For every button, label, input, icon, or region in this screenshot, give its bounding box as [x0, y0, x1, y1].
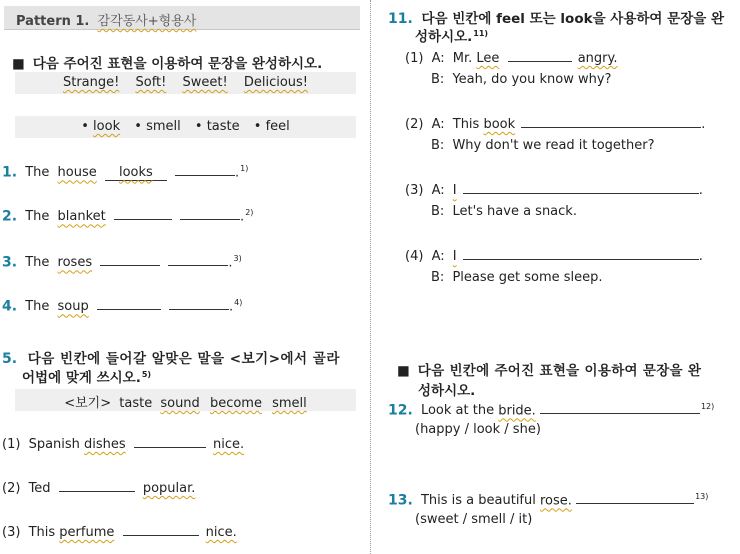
- question-11-text: 다음 빈칸에 feel 또는 look을 사용하여 문장을 완: [421, 11, 725, 27]
- verbs-list: [15, 119, 356, 134]
- question-number: 5.: [2, 351, 18, 367]
- sentence-start: Look at the: [420, 403, 495, 419]
- expression-item: Strange!: [62, 75, 120, 90]
- question-5-item-1: [2, 436, 244, 452]
- answer-blank[interactable]: [123, 524, 199, 536]
- question-5-line2: [22, 366, 151, 386]
- square-bullet-icon: ■: [397, 363, 410, 379]
- answer-blank[interactable]: [97, 298, 161, 310]
- answer-blank[interactable]: [576, 492, 694, 504]
- question-11-text-cont: 성하시오.: [415, 29, 473, 45]
- expression-item: Soft!: [135, 75, 167, 90]
- dialogue-1-a: [405, 50, 617, 66]
- answer-blank[interactable]: [59, 480, 135, 492]
- line-text: Why don't we read it together?: [452, 138, 655, 153]
- verb-item: look: [93, 119, 121, 134]
- footnote-ref: 11): [473, 28, 489, 38]
- line-name: Lee: [476, 51, 500, 66]
- question-4: 4. The soup .$^{4)}$: [2, 298, 243, 315]
- answer-blank[interactable]: [168, 254, 228, 266]
- speaker-a: A:: [431, 183, 445, 198]
- line-name: I: [452, 183, 457, 198]
- line-end: .: [698, 183, 703, 198]
- line-text: This: [452, 117, 480, 132]
- dialogue-3-a: [405, 182, 703, 198]
- question-11-line2: [415, 25, 488, 45]
- item-number: (3): [2, 525, 21, 540]
- question-number: 13.: [388, 492, 413, 509]
- sentence-noun: dishes: [84, 437, 126, 452]
- sentence-start: The: [25, 299, 50, 315]
- sentence-start: This: [28, 525, 56, 540]
- item-number: (4): [405, 249, 424, 264]
- sentence-word: rose.: [540, 493, 572, 509]
- question-13-hint: [415, 512, 532, 527]
- answer-blank[interactable]: [463, 182, 699, 194]
- sentence-start: Ted: [28, 481, 51, 496]
- dialogue-2-b: [431, 138, 655, 153]
- sentence-start: The: [25, 255, 50, 271]
- line-text: Mr.: [452, 51, 473, 66]
- question-5-line1: [2, 347, 340, 367]
- expression-item: Delicious!: [243, 75, 309, 90]
- example-label: <보기>: [64, 396, 112, 411]
- question-number: 4.: [2, 298, 18, 315]
- footnote-ref: 5): [141, 369, 152, 379]
- sentence-noun: soup: [57, 299, 89, 315]
- sentence-word: bride.: [498, 403, 536, 419]
- dialogue-2-a: [405, 116, 705, 132]
- speaker-a: A:: [431, 51, 445, 66]
- sentence-start: This is a beautiful: [420, 493, 536, 509]
- speaker-b: B:: [431, 138, 445, 153]
- answer-blank[interactable]: [134, 436, 206, 448]
- example-words: [15, 392, 356, 411]
- section2-instruction-cont: 성하시오.: [418, 383, 476, 399]
- dot-bullet-icon: •: [134, 119, 142, 134]
- answer-blank[interactable]: [521, 116, 701, 128]
- sentence-start: The: [25, 209, 50, 225]
- dialogue-4-a: [405, 248, 703, 264]
- pattern-title: [16, 10, 196, 29]
- question-5-text: 다음 빈칸에 들어갈 알맞은 말을 <보기>에서 골라: [27, 351, 340, 367]
- question-number: 11.: [388, 11, 413, 27]
- speaker-a: A:: [431, 117, 445, 132]
- line-name: book: [483, 117, 516, 132]
- example-word: become: [209, 396, 262, 411]
- sentence-start: The: [25, 165, 50, 181]
- line-end: .: [701, 117, 706, 132]
- answer-filled[interactable]: [105, 165, 167, 181]
- expression-item: Sweet!: [182, 75, 228, 90]
- pattern-name: 감각동사+형용사: [97, 14, 197, 29]
- line-text: Yeah, do you know why?: [452, 72, 612, 87]
- item-number: (3): [405, 183, 424, 198]
- answer-blank[interactable]: [540, 402, 700, 414]
- footnote-ref: 1): [240, 164, 249, 173]
- hint-text: (happy / look / she): [415, 422, 541, 437]
- verb-item: taste: [206, 119, 240, 134]
- question-number: 3.: [2, 254, 18, 271]
- speaker-b: B:: [431, 270, 445, 285]
- answer-blank[interactable]: [175, 164, 235, 176]
- expressions-list: [15, 75, 356, 90]
- sentence-noun: blanket: [57, 209, 106, 225]
- sentence-end: nice.: [212, 437, 245, 452]
- footnote-ref: 4): [234, 298, 243, 307]
- question-number: 1.: [2, 164, 18, 181]
- question-number: 2.: [2, 208, 18, 225]
- question-12: [388, 402, 714, 418]
- pattern-label: Pattern 1.: [16, 14, 90, 29]
- question-11-line1: [388, 7, 724, 27]
- question-5-text-cont: 어법에 맞게 쓰시오.: [22, 370, 141, 386]
- example-word: taste: [119, 396, 153, 411]
- column-divider: [370, 0, 371, 554]
- answer-blank[interactable]: [508, 50, 572, 62]
- question-5-item-2: [2, 480, 195, 496]
- question-2: 2. The blanket .$^{2)}$: [2, 208, 254, 225]
- question-3: 3. The roses .$^{3)}$: [2, 254, 242, 271]
- footnote-ref: 2): [245, 208, 254, 217]
- verb-item: feel: [265, 119, 290, 134]
- answer-blank[interactable]: [169, 298, 229, 310]
- question-12-hint: [415, 422, 541, 437]
- sentence-noun: roses: [57, 255, 93, 271]
- question-1: 1. The house looks .$^{1)}$: [2, 164, 249, 181]
- section2-instruction: 다음 빈칸에 주어진 표현을 이용하여 문장을 완: [417, 363, 702, 379]
- question-13: [388, 492, 708, 508]
- example-word: sound: [160, 396, 200, 411]
- line-end: .: [698, 249, 703, 264]
- item-number: (2): [2, 481, 21, 496]
- question-number: 12.: [388, 402, 413, 419]
- verb-item: smell: [146, 119, 181, 134]
- footnote-ref: 13): [695, 492, 709, 501]
- item-number: (2): [405, 117, 424, 132]
- speaker-a: A:: [431, 249, 445, 264]
- example-word: smell: [272, 396, 307, 411]
- sentence-start: Spanish: [28, 437, 80, 452]
- answer-text: looks: [118, 165, 153, 181]
- item-number: (1): [405, 51, 424, 66]
- sentence-end: popular.: [142, 481, 196, 496]
- sentence-end: nice.: [205, 525, 237, 540]
- dot-bullet-icon: •: [194, 119, 203, 134]
- dot-bullet-icon: •: [81, 119, 89, 134]
- dialogue-4-b: [431, 270, 603, 285]
- line-end: angry.: [577, 51, 618, 66]
- line-text: Let's have a snack.: [452, 204, 577, 219]
- sentence-noun: perfume: [59, 525, 115, 540]
- dot-bullet-icon: •: [253, 119, 262, 134]
- footnote-ref: 3): [233, 254, 242, 263]
- answer-blank[interactable]: [180, 208, 240, 220]
- answer-blank[interactable]: [463, 248, 699, 260]
- sentence-noun: house: [57, 165, 97, 181]
- item-number: (1): [2, 437, 21, 452]
- speaker-b: B:: [431, 72, 445, 87]
- section2-heading-line2: [418, 379, 475, 399]
- dialogue-1-b: [431, 72, 611, 87]
- line-text: Please get some sleep.: [452, 270, 603, 285]
- speaker-b: B:: [431, 204, 445, 219]
- answer-blank[interactable]: [114, 208, 172, 220]
- question-5-item-3: [2, 524, 237, 540]
- dialogue-3-b: [431, 204, 577, 219]
- hint-text: (sweet / smell / it): [415, 512, 533, 527]
- footnote-ref: 12): [700, 402, 715, 411]
- answer-blank[interactable]: [100, 254, 160, 266]
- section1-heading: [12, 52, 322, 72]
- square-bullet-icon: ■: [12, 56, 25, 72]
- section2-heading-line1: [397, 359, 701, 379]
- line-name: I: [452, 249, 457, 264]
- section1-instruction: 다음 주어진 표현을 이용하여 문장을 완성하시오.: [32, 56, 323, 72]
